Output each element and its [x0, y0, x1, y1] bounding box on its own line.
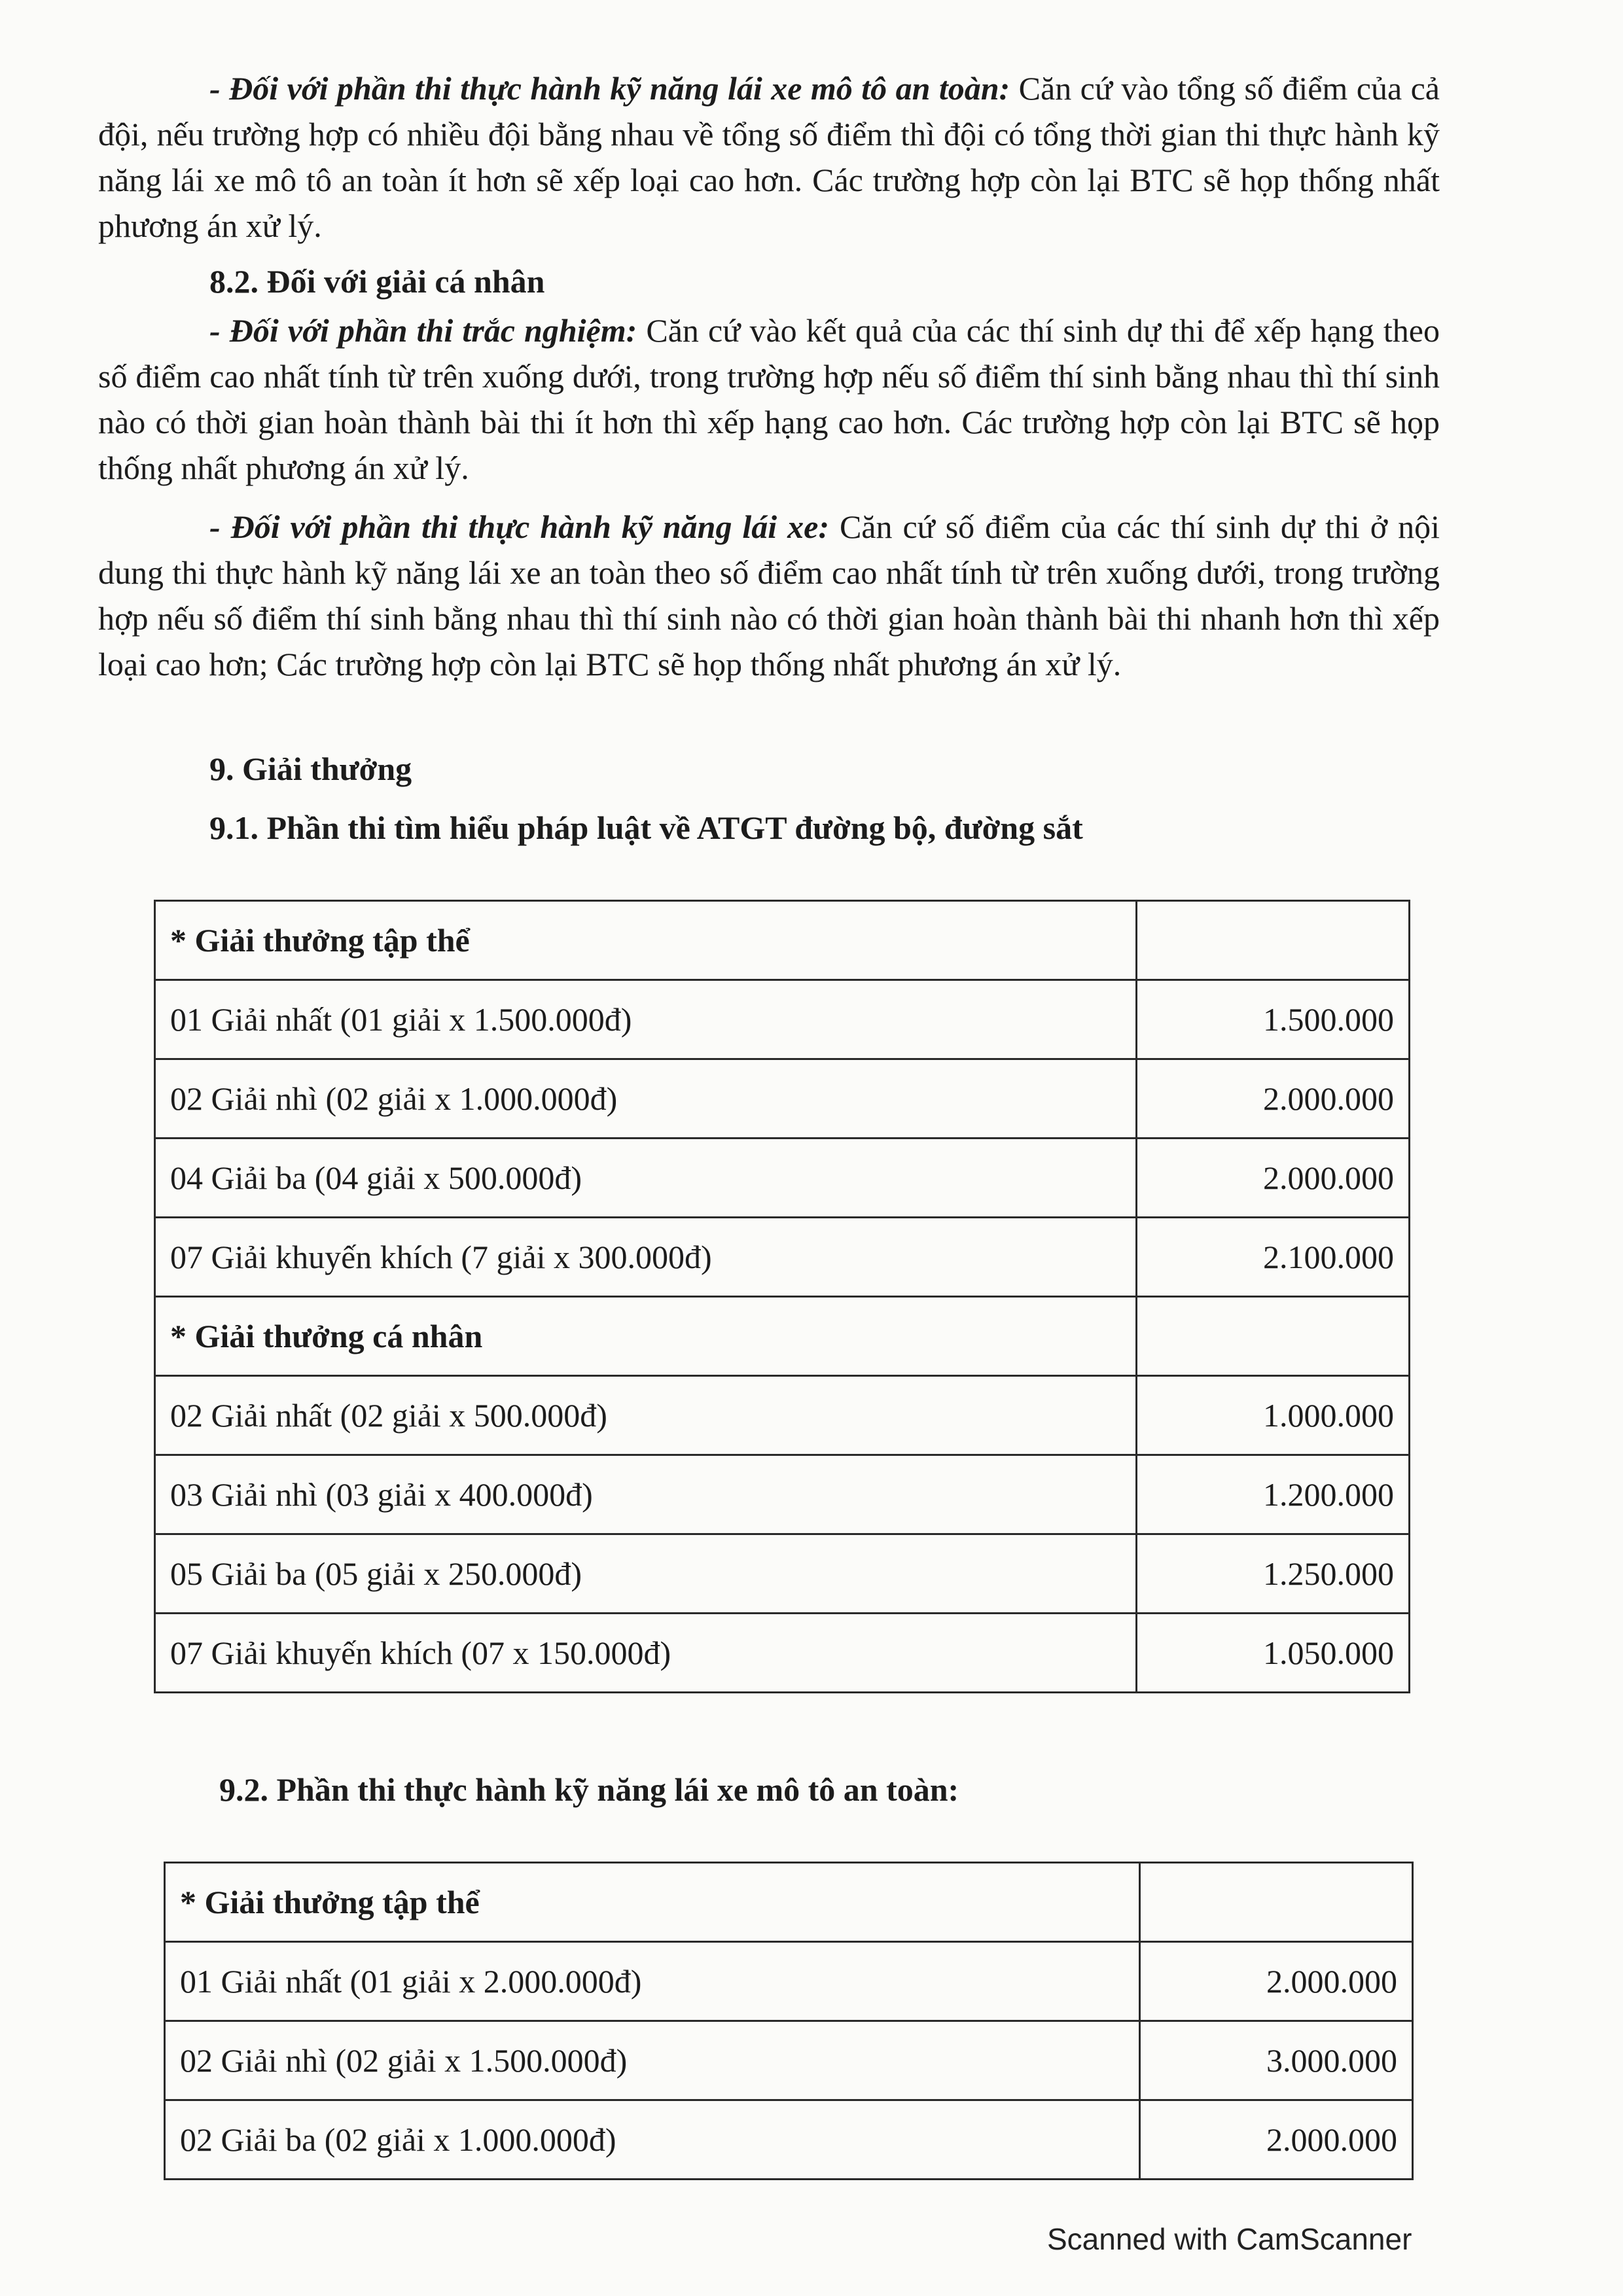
prize-table-motorbike-practice: [164, 1862, 1414, 2180]
team-practice-paragraph: [98, 65, 1440, 249]
table-row: [155, 1139, 1410, 1218]
practice-body: Căn cứ số điểm của các thí sinh dự thi ở nội dung thi thực hành kỹ năng lái xe an toàn theo số điểm cao nhất tính từ trên xuống dưới, trong trường hợp nếu số điểm thí sinh bằng nhau thì thí sinh nào có thời gian hoàn thành bài thi nhanh hơn thì xếp loại cao hơn; Các trường hợp còn lại BTC sẽ họp thống nhất phương án xử lý.: [98, 508, 1440, 682]
quiz-paragraph: [98, 308, 1440, 491]
prize-amount: 1.050.000: [1137, 1614, 1410, 1693]
prize-amount: 3.000.000: [1140, 2021, 1413, 2100]
prize-amount: 2.000.000: [1137, 1139, 1410, 1218]
table-row: [165, 2021, 1413, 2100]
prize-amount: 2.000.000: [1137, 1059, 1410, 1139]
table-row: [155, 1534, 1410, 1614]
team-practice-lead: - Đối với phần thi thực hành kỹ năng lái xe mô tô an toàn:: [209, 70, 1010, 107]
prize-table-legal-knowledge: [154, 900, 1410, 1693]
table-row: [155, 1218, 1410, 1297]
group-team-label: * Giải thưởng tập thể: [155, 901, 1137, 980]
prize-amount: 1.200.000: [1137, 1455, 1410, 1534]
prize-label: 05 Giải ba (05 giải x 250.000đ): [155, 1534, 1137, 1614]
prize-label: 02 Giải ba (02 giải x 1.000.000đ): [165, 2100, 1140, 2180]
prize-label: 03 Giải nhì (03 giải x 400.000đ): [155, 1455, 1137, 1534]
section-9-2-heading: 9.2. Phần thi thực hành kỹ năng lái xe mô tô an toàn:: [219, 1771, 959, 1808]
table-row: [155, 1297, 1410, 1376]
section-8-2-heading: 8.2. Đối với giải cá nhân: [209, 263, 545, 300]
section-9-1-heading: 9.1. Phần thi tìm hiểu pháp luật về ATGT đường bộ, đường sắt: [209, 809, 1083, 846]
table-row: [155, 901, 1410, 980]
section-9-heading: 9. Giải thưởng: [209, 751, 412, 787]
prize-amount: 2.000.000: [1140, 1942, 1413, 2021]
quiz-body: Căn cứ vào kết quả của các thí sinh dự thi để xếp hạng theo số điểm cao nhất tính từ trên xuống dưới, trong trường hợp nếu số điểm thí sinh bằng nhau thì thí sinh nào có thời gian hoàn thành bài thi ít hơn thì xếp hạng cao hơn. Các trường hợp còn lại BTC sẽ họp thống nhất phương án xử lý.: [98, 312, 1440, 486]
table-row: [155, 1059, 1410, 1139]
prize-amount: 2.000.000: [1140, 2100, 1413, 2180]
scanner-watermark: Scanned with CamScanner: [1047, 2222, 1412, 2256]
table-row: [165, 1942, 1413, 2021]
prize-label: 07 Giải khuyến khích (7 giải x 300.000đ): [155, 1218, 1137, 1297]
prize-label: 01 Giải nhất (01 giải x 1.500.000đ): [155, 980, 1137, 1059]
prize-label: 02 Giải nhì (02 giải x 1.000.000đ): [155, 1059, 1137, 1139]
team-practice-body: Căn cứ vào tổng số điểm của cả đội, nếu trường hợp có nhiều đội bằng nhau về tổng số điểm thì đội có tổng thời gian thi thực hành kỹ năng lái xe mô tô an toàn ít hơn sẽ xếp loại cao hơn. Các trường hợp còn lại BTC sẽ họp thống nhất phương án xử lý.: [98, 70, 1440, 244]
table-row: [155, 1376, 1410, 1455]
prize-label: 01 Giải nhất (01 giải x 2.000.000đ): [165, 1942, 1140, 2021]
prize-amount: 1.000.000: [1137, 1376, 1410, 1455]
practice-paragraph: [98, 504, 1440, 687]
table-row: [165, 2100, 1413, 2180]
table-row: [165, 1863, 1413, 1942]
table-row: [155, 1455, 1410, 1534]
group-team-label: * Giải thưởng tập thể: [165, 1863, 1140, 1942]
table-row: [155, 980, 1410, 1059]
prize-amount: 2.100.000: [1137, 1218, 1410, 1297]
quiz-lead: - Đối với phần thi trắc nghiệm:: [209, 312, 637, 349]
prize-amount: 1.250.000: [1137, 1534, 1410, 1614]
prize-amount: 1.500.000: [1137, 980, 1410, 1059]
prize-label: 02 Giải nhì (02 giải x 1.500.000đ): [165, 2021, 1140, 2100]
group-individual-label: * Giải thưởng cá nhân: [155, 1297, 1137, 1376]
prize-label: 02 Giải nhất (02 giải x 500.000đ): [155, 1376, 1137, 1455]
table-row: [155, 1614, 1410, 1693]
prize-label: 04 Giải ba (04 giải x 500.000đ): [155, 1139, 1137, 1218]
prize-label: 07 Giải khuyến khích (07 x 150.000đ): [155, 1614, 1137, 1693]
practice-lead: - Đối với phần thi thực hành kỹ năng lái xe:: [209, 508, 829, 545]
